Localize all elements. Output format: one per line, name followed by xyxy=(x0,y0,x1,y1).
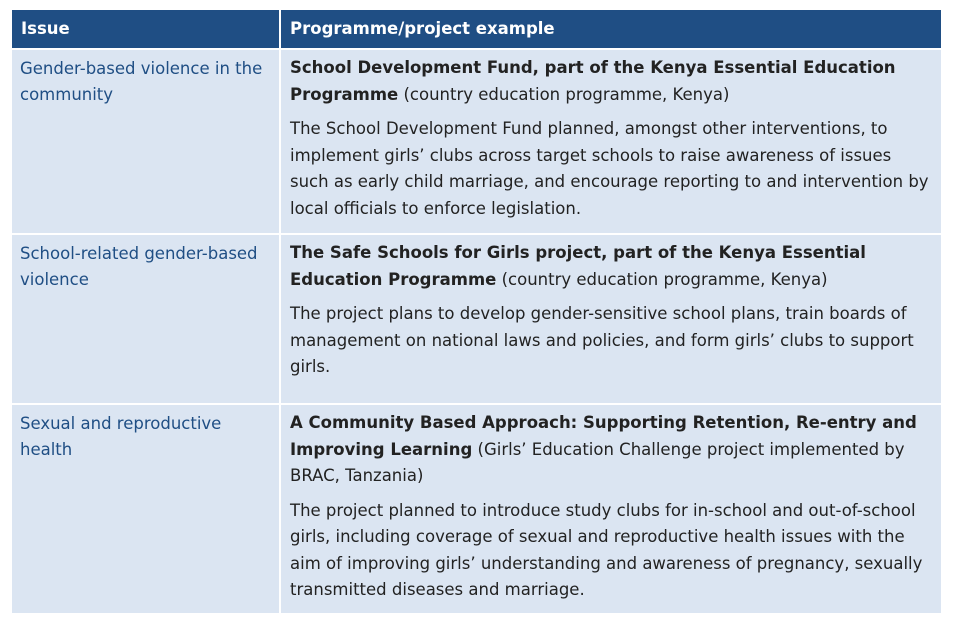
table-row xyxy=(12,405,941,613)
header-issue: Issue xyxy=(21,19,70,38)
programme-description: The project plans to develop gender-sensitive school plans, train boards of management on national laws and policies, and form girls’ clubs to support girls. xyxy=(290,304,914,376)
programme-heading xyxy=(290,240,935,293)
programme-heading xyxy=(290,410,935,490)
programme-cell xyxy=(279,405,941,613)
programme-description: The project planned to introduce study clubs for in-school and out-of-school girls, including coverage of sexual and reproductive health issues with the aim of improving girls’ understanding and awareness of pregnancy, sexually transmitted diseases and marriage. xyxy=(290,500,923,599)
programme-title: School Development Fund, part of the Kenya Essential Education Programme xyxy=(290,58,896,104)
issue-cell: Sexual and reproductive health xyxy=(20,414,222,459)
header-programme: Programme/project example xyxy=(279,10,941,48)
programme-cell xyxy=(279,235,941,403)
table-row xyxy=(12,50,941,235)
programme-context: (country education programme, Kenya) xyxy=(501,269,828,289)
programme-table xyxy=(12,10,941,613)
programme-description: The School Development Fund planned, amongst other interventions, to implement girls’ clubs across target schools to raise awareness of issues such as early child marriage, and encourage reporting to and intervention by local officials to enforce legislation. xyxy=(290,119,929,218)
table-row xyxy=(12,235,941,405)
programme-context: (Girls’ Education Challenge project implemented by BRAC, Tanzania) xyxy=(290,439,905,485)
programme-title: The Safe Schools for Girls project, part of the Kenya Essential Education Programme xyxy=(290,243,866,289)
table-header xyxy=(12,10,941,50)
issue-cell: Gender-based violence in the community xyxy=(20,59,263,104)
programme-heading xyxy=(290,55,935,108)
issue-cell: School-related gender-based violence xyxy=(20,244,258,289)
programme-context: (country education programme, Kenya) xyxy=(403,84,730,104)
programme-title: A Community Based Approach: Supporting Retention, Re-entry and Improving Learning xyxy=(290,413,917,459)
programme-cell xyxy=(279,50,941,233)
